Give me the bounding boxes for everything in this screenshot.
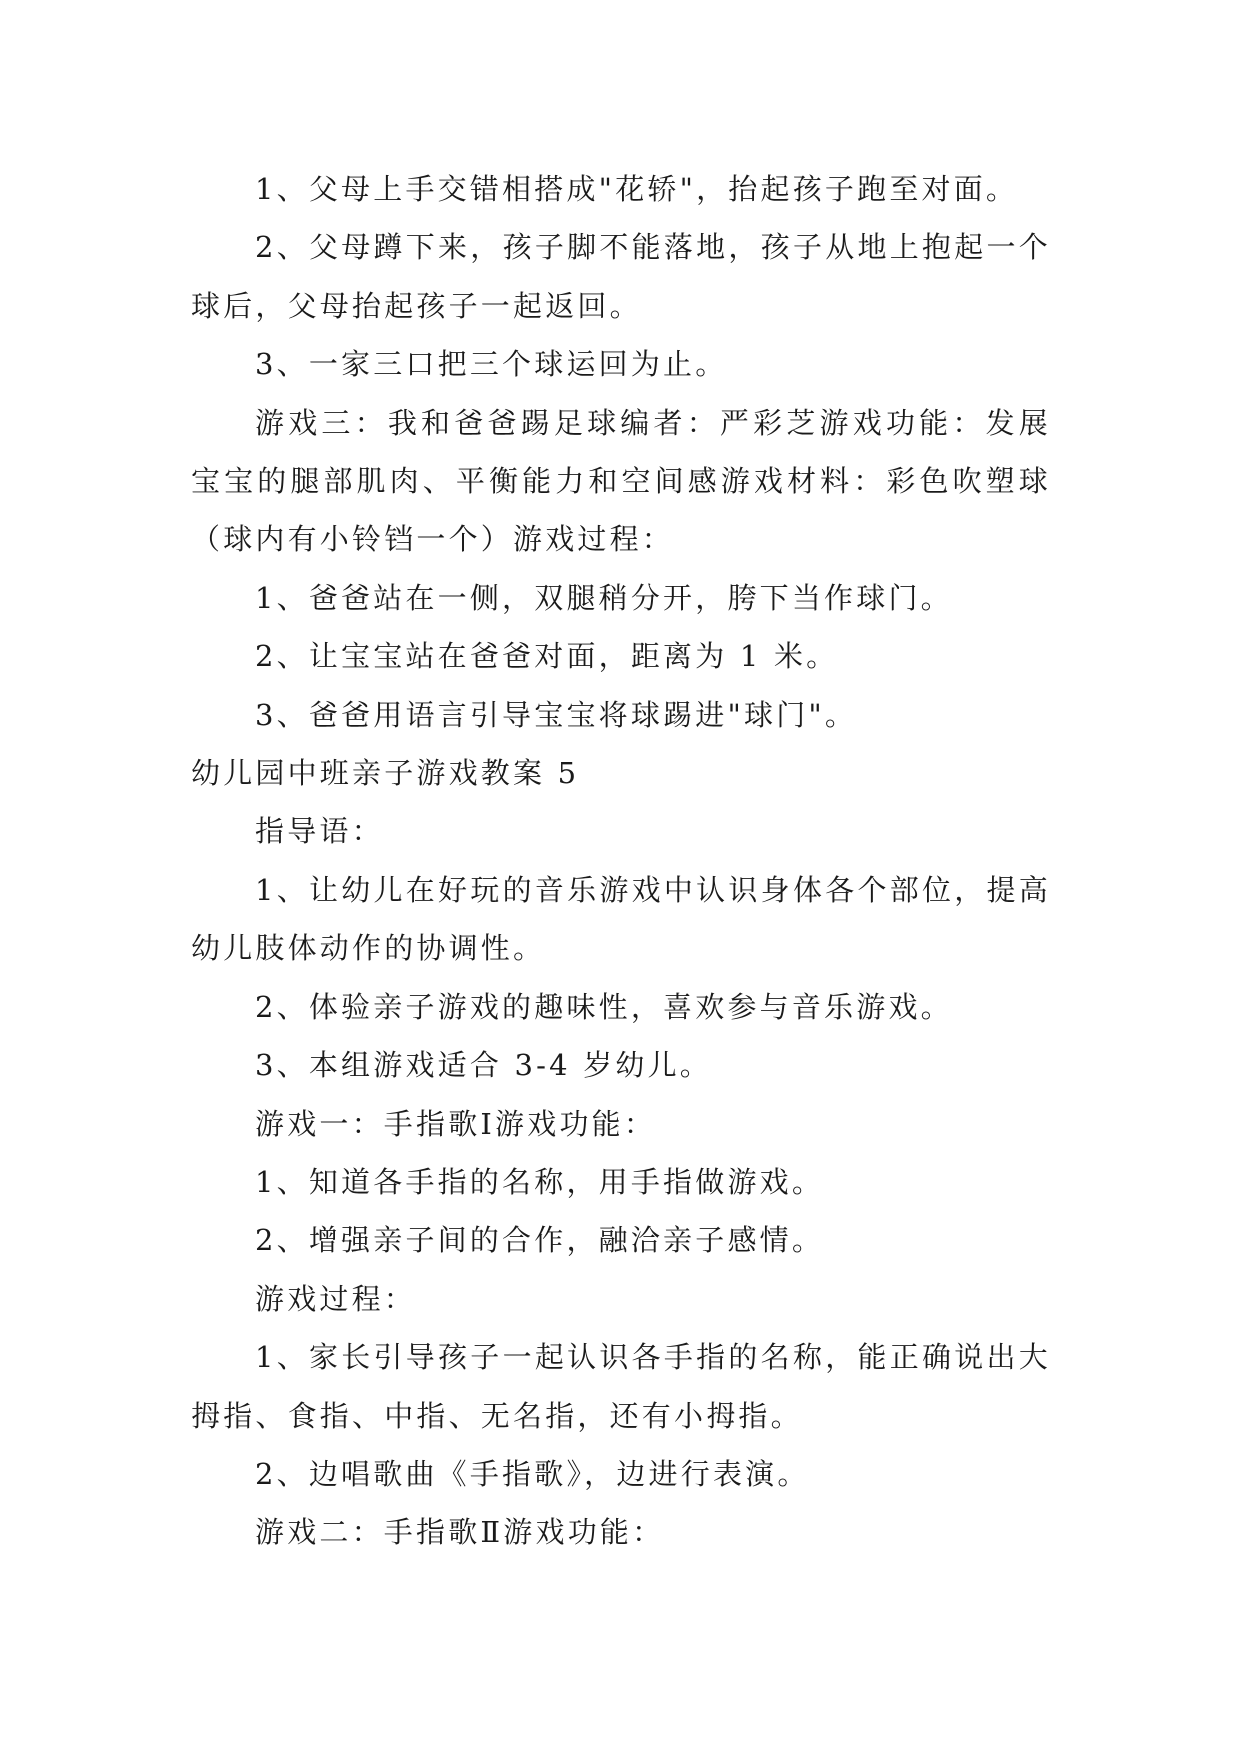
paragraph: 游戏过程： — [255, 1281, 417, 1316]
paragraph: 3、本组游戏适合 3-4 岁幼儿。 — [255, 1048, 712, 1083]
document-body — [191, 160, 1051, 1562]
paragraph: 2、增强亲子间的合作，融洽亲子感情。 — [255, 1223, 825, 1258]
paragraph: 游戏三：我和爸爸踢足球编者：严彩芝游戏功能：发展宝宝的腿部肌肉、平衡能力和空间感游戏材料：彩色吹塑球（球内有小铃铛一个）游戏过程： — [191, 405, 1051, 557]
section-heading: 幼儿园中班亲子游戏教案 5 — [191, 756, 580, 791]
paragraph: 3、爸爸用语言引导宝宝将球踢进"球门"。 — [255, 697, 858, 732]
paragraph: 1、爸爸站在一侧，双腿稍分开，胯下当作球门。 — [255, 580, 953, 615]
paragraph: 3、一家三口把三个球运回为止。 — [255, 347, 728, 382]
paragraph: 1、家长引导孩子一起认识各手指的名称，能正确说出大拇指、食指、中指、无名指，还有小拇指。 — [191, 1340, 1051, 1433]
paragraph: 2、让宝宝站在爸爸对面，距离为 1 米。 — [255, 639, 839, 674]
paragraph: 1、父母上手交错相搭成"花轿"，抬起孩子跑至对面。 — [255, 172, 1019, 206]
paragraph: 2、边唱歌曲《手指歌》，边进行表演。 — [255, 1456, 810, 1491]
paragraph: 游戏一：手指歌Ⅰ游戏功能： — [255, 1106, 657, 1141]
paragraph: 1、知道各手指的名称，用手指做游戏。 — [255, 1164, 825, 1199]
paragraph: 游戏二：手指歌Ⅱ游戏功能： — [255, 1515, 665, 1550]
paragraph: 2、父母蹲下来，孩子脚不能落地，孩子从地上抱起一个球后，父母抬起孩子一起返回。 — [191, 230, 1051, 323]
paragraph: 指导语： — [255, 814, 384, 849]
paragraph: 1、让幼儿在好玩的音乐游戏中认识身体各个部位，提高幼儿肢体动作的协调性。 — [191, 872, 1051, 966]
paragraph: 2、体验亲子游戏的趣味性，喜欢参与音乐游戏。 — [255, 989, 953, 1024]
